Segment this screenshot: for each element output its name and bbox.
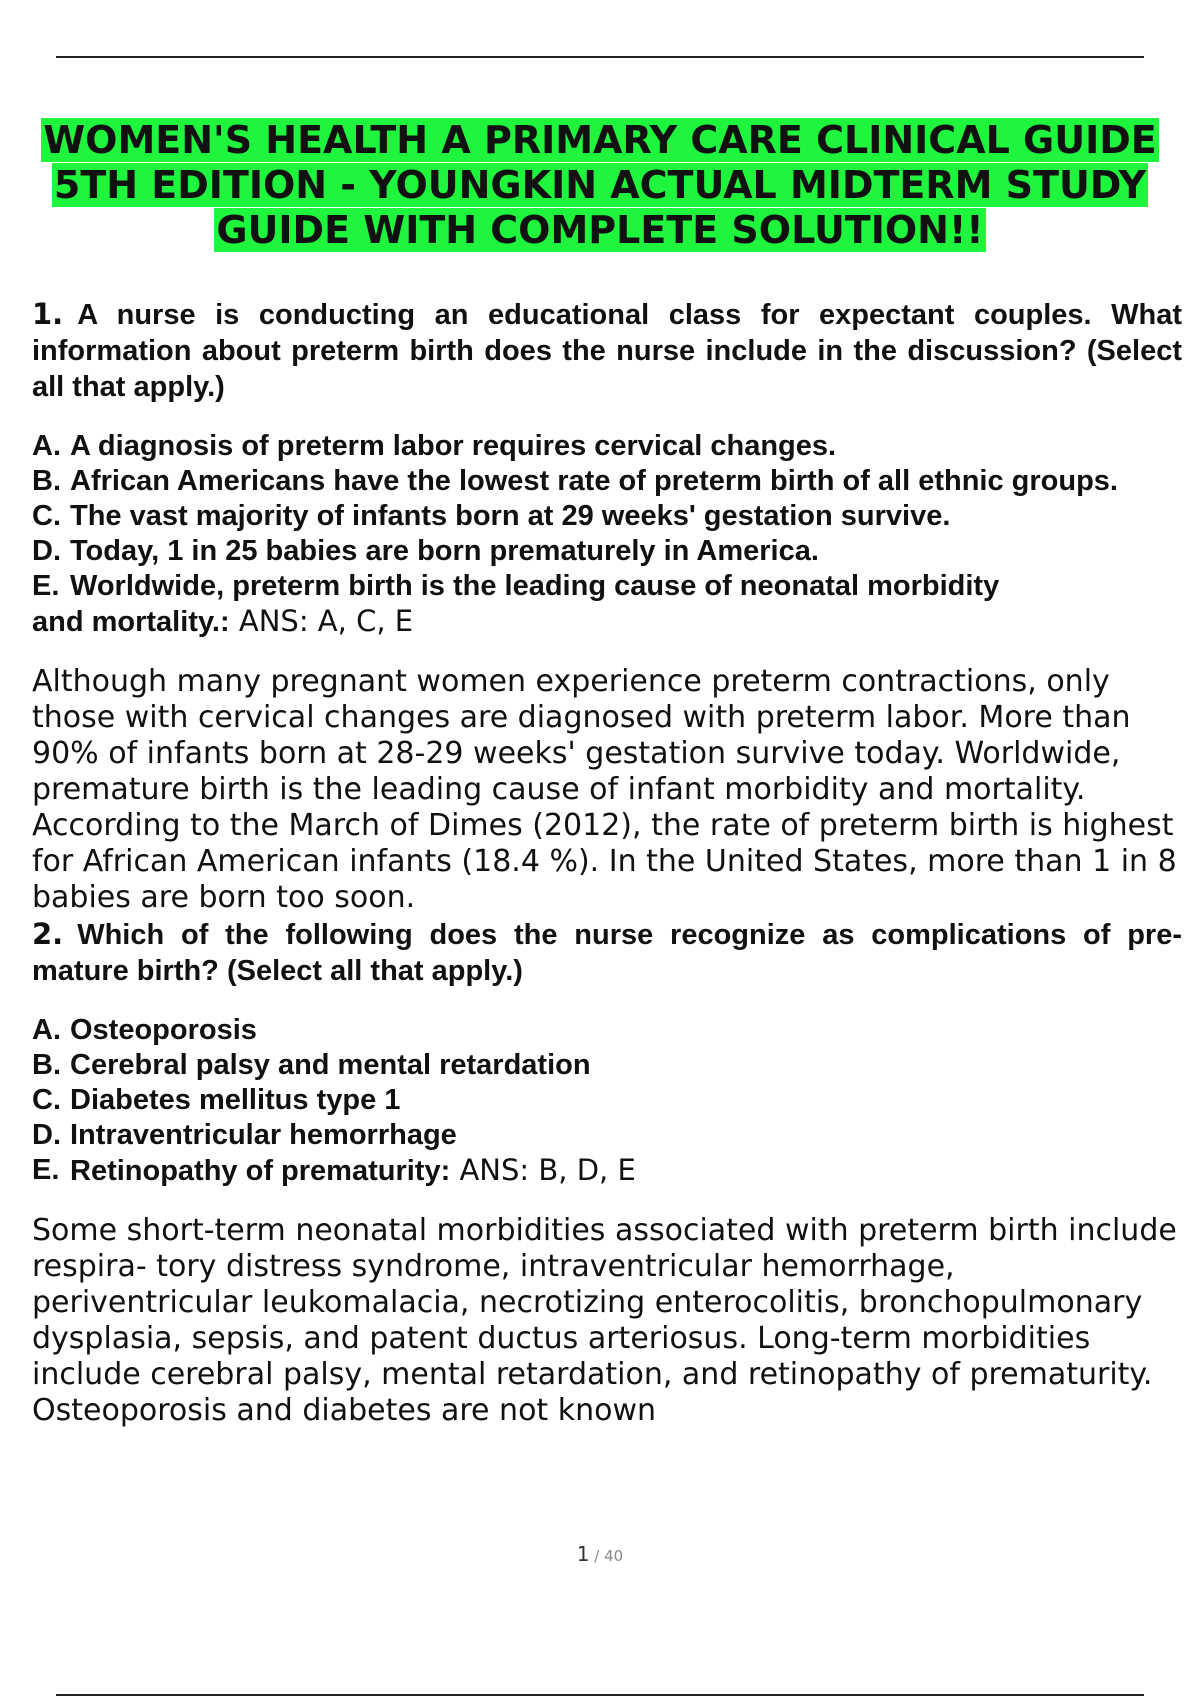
document-title: [30, 118, 1170, 253]
question-text: Which of the following does the nurse recognize as complications of pre- mature birth? (Select all that apply.): [32, 919, 1182, 987]
option-b: B. African Americans have the lowest rate of preterm birth of all ethnic groups.: [32, 465, 1118, 497]
title-text: WOMEN'S HEALTH A PRIMARY CARE CLINICAL GUIDE 5TH EDITION - YOUNGKIN ACTUAL MIDTERM STUDY GUIDE WITH COMPLETE SOLUTION!!: [43, 118, 1157, 252]
top-rule: [56, 56, 1144, 58]
answer-key: ANS: B, D, E: [450, 1153, 636, 1187]
option-b: B. Cerebral palsy and mental retardation: [32, 1049, 591, 1081]
explanation-1: Although many pregnant women experience preterm contractions, only those with cervical changes are diagnosed with preterm labor. More than 90% of infants born at 28-29 weeks' gestation survive today. Worldwide, premature birth is the leading cause of infant morbidity and mortality. According to the March of Dimes (2012), the rate of preterm birth is highest for African American infants (18.4 %). In the United States, more than 1 in 8 babies are born too soon.: [32, 664, 1177, 915]
question-text: A nurse is conducting an educational class for expectant couples. What information about preterm birth does the nurse include in the discussion? (Select all that apply.): [32, 299, 1182, 403]
answer-key: ANS: A, C, E: [229, 604, 414, 638]
options-list-2: [32, 1013, 1182, 1189]
option-d: D. Today, 1 in 25 babies are born prematurely in America.: [32, 535, 819, 567]
question-1: [32, 296, 1182, 405]
option-e: E. Retinopathy of prematurity: ANS: B, D, E: [32, 1153, 636, 1187]
document-body: [32, 296, 1182, 1429]
question-number: 2.: [32, 917, 64, 951]
question-number: 1.: [32, 297, 64, 331]
option-c: C. The vast majority of infants born at 29 weeks' gestation survive.: [32, 500, 951, 532]
option-e-continued: and mortality.: ANS: A, C, E: [32, 604, 414, 638]
options-list-1: [32, 429, 1182, 640]
option-c: C. Diabetes mellitus type 1: [32, 1084, 401, 1116]
current-page: 1: [576, 1542, 590, 1566]
option-e: E. Worldwide, preterm birth is the leading cause of neonatal morbidity: [32, 570, 1000, 602]
option-a: A. A diagnosis of preterm labor requires cervical changes.: [32, 430, 837, 462]
total-pages: / 40: [589, 1547, 624, 1565]
page-number: [0, 1542, 1200, 1566]
question-2: [32, 916, 1182, 989]
explanation-2: Some short-term neonatal morbidities associated with preterm birth include respira- tory distress syndrome, intraventricular hemorrhage, periventricular leukomalacia, necrotizing enterocolitis, bronchopulmonary dysplasia, sepsis, and patent ductus arteriosus. Long-term morbidities include cerebral palsy, mental retardation, and retinopathy of prematurity. Osteoporosis and diabetes are not known: [32, 1213, 1177, 1428]
option-a: A. Osteoporosis: [32, 1014, 257, 1046]
bottom-rule: [56, 1694, 1144, 1696]
option-d: D. Intraventricular hemorrhage: [32, 1119, 457, 1151]
